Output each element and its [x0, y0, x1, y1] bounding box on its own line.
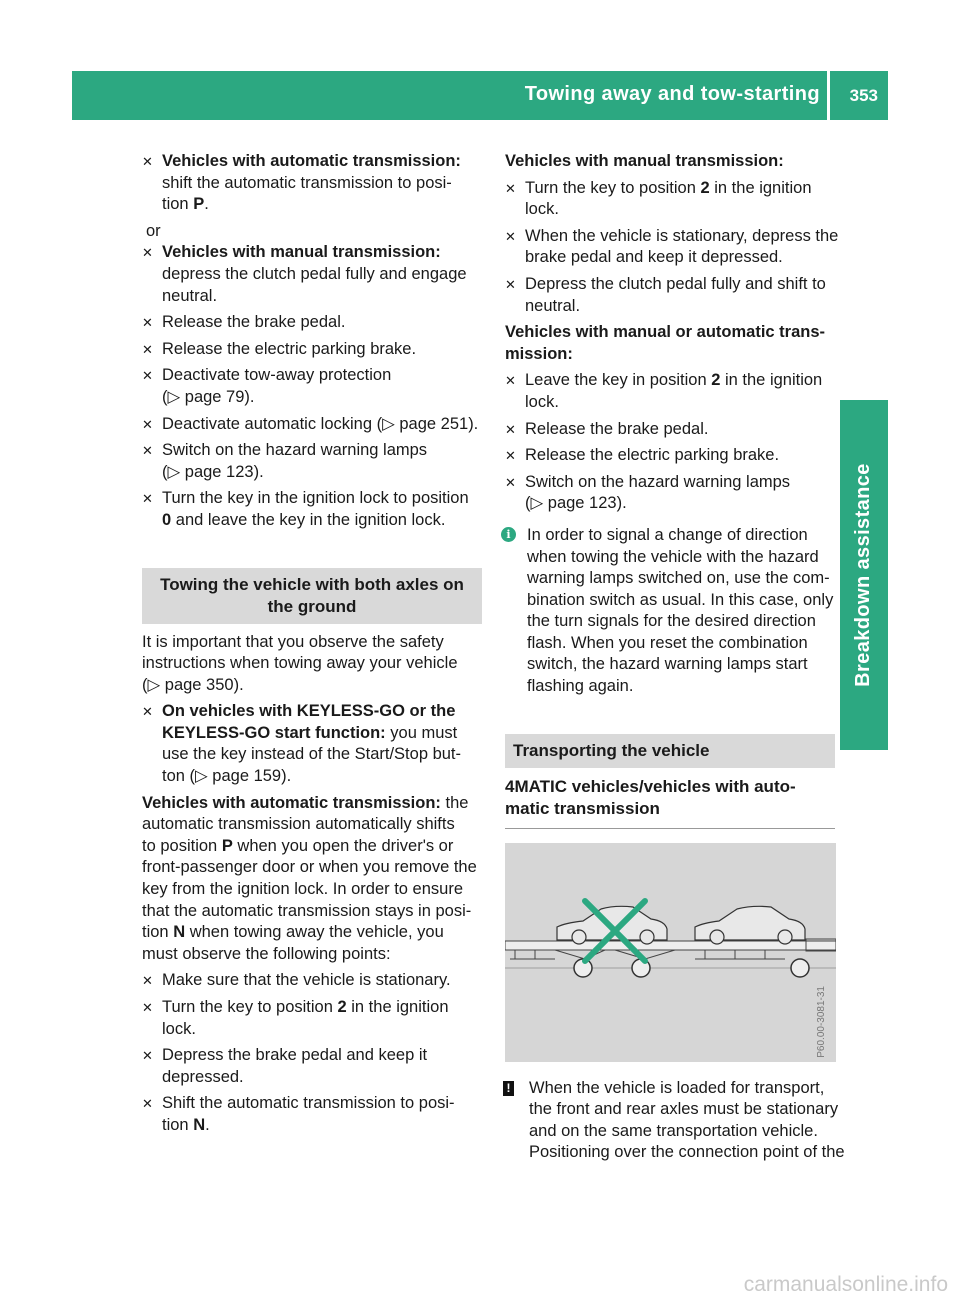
- paragraph: [142, 632, 482, 697]
- paragraph-line: to position: [142, 836, 222, 855]
- bullet-x-icon: ✕: [142, 1048, 153, 1064]
- paragraph-heading: Vehicles with automatic transmission:: [142, 793, 441, 812]
- bullet-x-icon: ✕: [505, 474, 516, 490]
- item-text: Depress the brake pedal and keep it: [162, 1046, 428, 1065]
- section-heading: Transporting the vehicle: [505, 734, 835, 768]
- gear-position: P: [193, 195, 205, 214]
- item-text: in the ignition: [720, 371, 823, 390]
- bullet-x-icon: ✕: [142, 315, 153, 331]
- section-heading: [142, 568, 482, 624]
- note-line: When the vehicle is loaded for transport,: [529, 1078, 825, 1097]
- item-heading: On vehicles with KEYLESS-GO or the: [162, 702, 456, 721]
- item-text: Switch on the hazard warning lamps: [162, 441, 428, 460]
- item-text: in the ignition: [709, 178, 812, 197]
- note-line: Positioning over the connection point of the: [529, 1143, 845, 1162]
- bullet-x-icon: ✕: [142, 704, 153, 720]
- subsection-heading-line: 4MATIC vehicles/vehicles with auto-: [505, 776, 796, 796]
- bullet-x-icon: ✕: [142, 443, 153, 459]
- side-tab-label: Breakdown assistance: [852, 463, 875, 687]
- section-heading-line: the ground: [267, 596, 357, 616]
- paragraph-line: automatic transmission automatically shifts: [142, 815, 455, 834]
- paragraph-line: It is important that you observe the safety: [142, 632, 444, 651]
- info-icon: i: [501, 527, 516, 542]
- item-text: brake pedal and keep it depressed.: [525, 248, 783, 267]
- bullet-x-icon: ✕: [142, 368, 153, 384]
- bullet-x-icon: ✕: [142, 973, 153, 989]
- paragraph-line: key from the ignition lock. In order to ensure: [142, 880, 463, 899]
- right-column: [505, 151, 845, 1169]
- note-line: the turn signals for the desired direction: [527, 612, 816, 631]
- list-item: [142, 1093, 482, 1136]
- item-text: Make sure that the vehicle is stationary.: [162, 971, 451, 990]
- item-text: Release the brake pedal.: [525, 419, 709, 438]
- figure-background: [505, 843, 836, 1062]
- subsection-heading: [505, 776, 835, 829]
- page-reference-link[interactable]: (▷ page 79).: [162, 387, 255, 406]
- item-text: ton (▷ page 159).: [162, 767, 292, 786]
- item-text: lock.: [525, 200, 559, 219]
- header-title: Towing away and tow-starting: [524, 83, 820, 105]
- paragraph-line: that the automatic transmission stays in posi-: [142, 901, 472, 920]
- bullet-x-icon: ✕: [142, 491, 153, 507]
- paragraph-heading: Vehicles with manual transmission:: [505, 152, 784, 170]
- item-text: Depress the clutch pedal fully and shift to: [525, 274, 826, 293]
- list-item: [142, 701, 482, 787]
- paragraph-line: when you open the driver's or: [232, 836, 454, 855]
- transport-illustration: [505, 843, 836, 1062]
- paragraph-line: must observe the following points:: [142, 944, 391, 963]
- note-line: when towing the vehicle with the hazard: [527, 547, 819, 566]
- list-item: [142, 440, 482, 483]
- list-item: [505, 274, 835, 317]
- paragraph-heading-line: Vehicles with manual or automatic trans-: [505, 323, 826, 342]
- list-item: [142, 339, 482, 361]
- key-position: 2: [700, 178, 710, 197]
- gear-position: P: [221, 836, 233, 855]
- item-text: Deactivate tow-away protection: [162, 366, 392, 385]
- item-text: Release the brake pedal.: [162, 313, 346, 332]
- bullet-x-icon: ✕: [505, 180, 516, 196]
- item-text: When the vehicle is stationary, depress the: [525, 226, 839, 245]
- list-item: [505, 370, 835, 413]
- list-item: [505, 178, 835, 221]
- item-text: tion: [162, 195, 194, 214]
- item-text: lock.: [525, 392, 559, 411]
- paragraph-heading: [505, 322, 835, 365]
- section-heading-line: Towing the vehicle with both axles on: [160, 574, 464, 594]
- note-line: the front and rear axles must be stationary: [529, 1100, 839, 1119]
- item-text: Release the electric parking brake.: [162, 339, 417, 358]
- list-item: [142, 242, 482, 307]
- paragraph-line: when towing away the vehicle, you: [185, 923, 444, 942]
- paragraph-line: tion: [142, 923, 174, 942]
- info-note: [501, 525, 835, 698]
- item-heading: Vehicles with automatic transmission:: [162, 152, 461, 170]
- bullet-x-icon: ✕: [505, 421, 516, 437]
- figure-code: P60.00-3081-31: [816, 985, 828, 1058]
- bullet-x-icon: ✕: [142, 245, 153, 261]
- item-text: depressed.: [162, 1067, 244, 1086]
- page-reference-link[interactable]: (▷ page 350).: [142, 675, 244, 694]
- item-text: depress the clutch pedal fully and engage: [162, 264, 467, 283]
- paragraph-line: front-passenger door or when you remove the: [142, 858, 477, 877]
- list-item: [142, 312, 482, 334]
- item-text: shift the automatic transmission to posi-: [162, 173, 452, 192]
- item-text: .: [205, 1115, 210, 1134]
- key-position: 2: [711, 371, 721, 390]
- item-text: Release the electric parking brake.: [525, 446, 780, 465]
- warning-note: [505, 1078, 845, 1164]
- item-text: neutral.: [162, 286, 218, 305]
- paragraph-heading-line: mission:: [505, 344, 573, 363]
- item-text: Turn the key in the ignition lock to position: [162, 489, 469, 508]
- item-text: and leave the key in the ignition lock.: [171, 510, 446, 529]
- bullet-x-icon: ✕: [142, 341, 153, 357]
- watermark: carmanualsonline.info: [743, 1273, 948, 1297]
- list-item: [142, 970, 482, 992]
- page-reference-link[interactable]: (▷ page 123).: [525, 494, 627, 513]
- list-item: [505, 445, 835, 467]
- gear-position: N: [193, 1115, 206, 1134]
- item-text: use the key instead of the Start/Stop but-: [162, 745, 462, 764]
- header-divider: [827, 71, 830, 120]
- item-text: you must: [385, 723, 458, 742]
- or-text: or: [146, 221, 161, 240]
- paragraph: [142, 793, 482, 966]
- page-header-bar: [72, 71, 888, 120]
- list-item: [142, 414, 482, 436]
- note-line: flashing again.: [527, 677, 634, 696]
- item-text: Switch on the hazard warning lamps: [525, 472, 791, 491]
- item-text: Shift the automatic transmission to posi-: [162, 1094, 455, 1113]
- item-heading: KEYLESS-GO start function:: [162, 723, 386, 742]
- key-position: 2: [337, 998, 347, 1016]
- item-heading: Vehicles with manual transmission:: [162, 243, 441, 262]
- item-text: Turn the key to position: [525, 178, 701, 197]
- side-tab-marker: [840, 700, 888, 750]
- bullet-x-icon: ✕: [505, 228, 516, 244]
- note-line: switch, the hazard warning lamps start: [527, 655, 808, 674]
- list-item: [142, 151, 482, 216]
- paragraph-line: instructions when towing away your vehicle: [142, 654, 458, 673]
- item-text: Leave the key in position: [525, 371, 712, 390]
- paragraph-line: the: [440, 793, 469, 812]
- item-text: in the ignition: [346, 998, 449, 1016]
- bullet-x-icon: ✕: [142, 154, 153, 169]
- left-column: [142, 151, 482, 1142]
- list-item: [142, 488, 482, 531]
- key-position: 0: [162, 510, 172, 529]
- transport-diagram: [505, 843, 836, 1062]
- list-item: [142, 365, 482, 408]
- note-line: warning lamps switched on, use the com-: [527, 569, 830, 588]
- list-item: [505, 226, 839, 269]
- list-item: [505, 419, 835, 441]
- item-text: Deactivate automatic locking (▷ page 251).: [162, 414, 479, 433]
- item-text: neutral.: [525, 296, 581, 315]
- bullet-x-icon: ✕: [142, 1000, 153, 1015]
- bullet-x-icon: ✕: [505, 276, 516, 292]
- subsection-heading-line: matic transmission: [505, 798, 660, 818]
- bullet-x-icon: ✕: [142, 416, 153, 432]
- page-number: 353: [849, 86, 878, 105]
- note-line: bination switch as usual. In this case, only: [527, 590, 834, 609]
- bullet-x-icon: ✕: [505, 373, 516, 389]
- note-line: and on the same transportation vehicle.: [529, 1121, 818, 1140]
- list-item: [142, 997, 482, 1040]
- bullet-x-icon: ✕: [505, 448, 516, 464]
- item-text: tion: [162, 1115, 194, 1134]
- list-item: [505, 472, 835, 515]
- warning-icon: !: [503, 1081, 514, 1096]
- item-text: lock.: [162, 1019, 196, 1038]
- item-text: .: [204, 195, 209, 214]
- list-item: [142, 1045, 482, 1088]
- gear-position: N: [173, 923, 186, 942]
- page-reference-link[interactable]: (▷ page 123).: [162, 462, 264, 481]
- note-line: flash. When you reset the combination: [527, 633, 808, 652]
- item-text: Turn the key to position: [162, 998, 338, 1016]
- note-line: In order to signal a change of direction: [527, 525, 808, 544]
- bullet-x-icon: ✕: [142, 1096, 153, 1112]
